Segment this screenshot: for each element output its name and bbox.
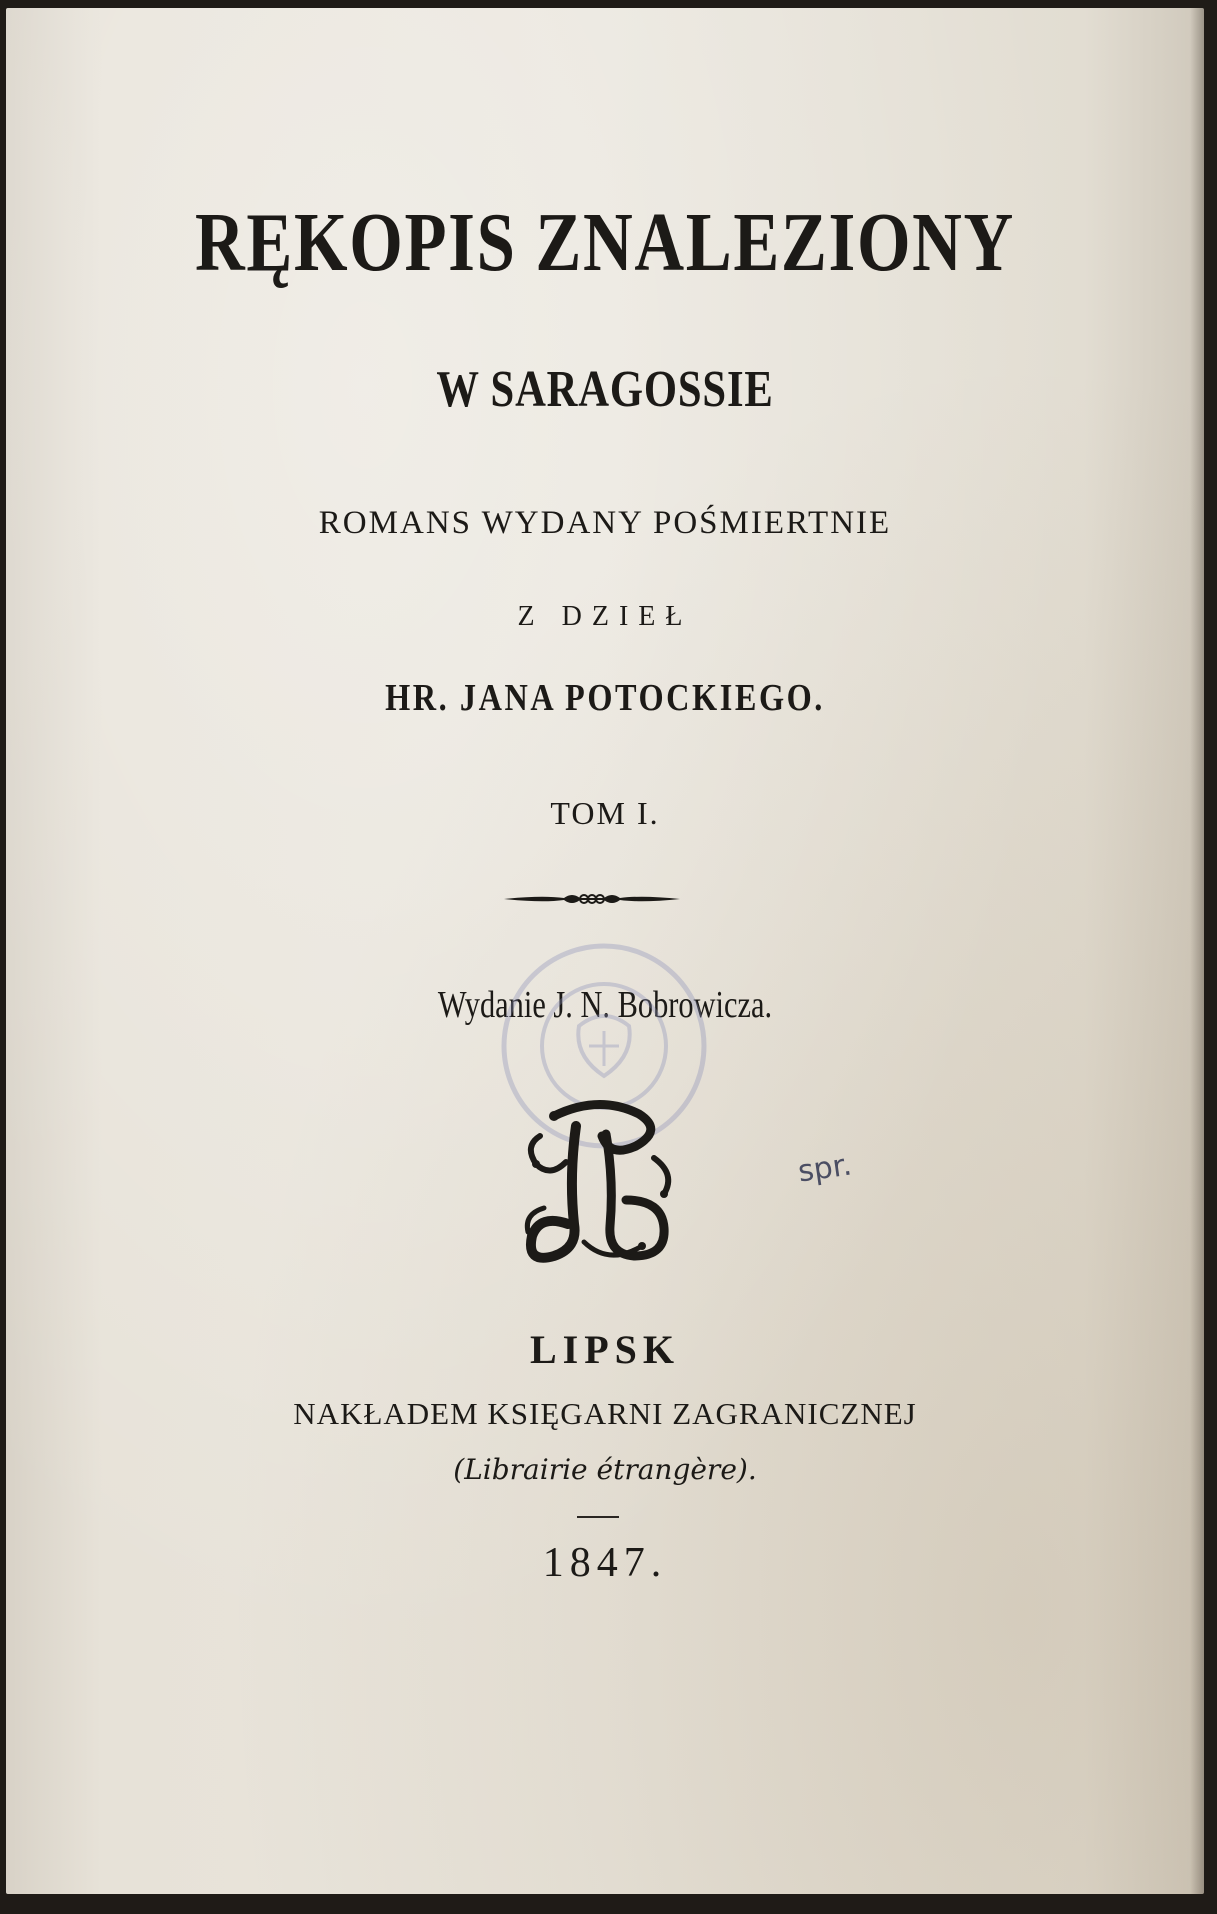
- publisher-monogram-icon: [514, 1096, 684, 1271]
- year-divider: [577, 1516, 619, 1518]
- book-genre: ROMANS WYDANY POŚMIERTNIE: [318, 505, 892, 541]
- publication-year: 1847.: [542, 1540, 668, 1586]
- ornamental-divider-icon: [502, 886, 682, 912]
- book-title-page: [6, 8, 1204, 1894]
- from-works-label: Z DZIEŁ: [517, 601, 693, 632]
- handwritten-pencil-note: spr.: [795, 1147, 854, 1190]
- page-spine-shadow: [1190, 8, 1204, 1894]
- publisher-name: NAKŁADEM KSIĘGARNI ZAGRANICZNEJ: [293, 1396, 917, 1431]
- publisher-french-name: (Librairie étrangère).: [453, 1453, 757, 1486]
- volume-number: TOM I.: [550, 795, 660, 831]
- publication-city: LIPSK: [529, 1327, 681, 1372]
- edition-line: Wydanie J. N. Bobrowicza.: [437, 984, 773, 1026]
- book-title: RĘKOPIS ZNALEZIONY: [195, 196, 1015, 289]
- book-subtitle: W SARAGOSSIE: [436, 361, 774, 418]
- show-through-text: [6, 438, 1204, 497]
- book-author: HR. JANA POTOCKIEGO.: [385, 677, 825, 719]
